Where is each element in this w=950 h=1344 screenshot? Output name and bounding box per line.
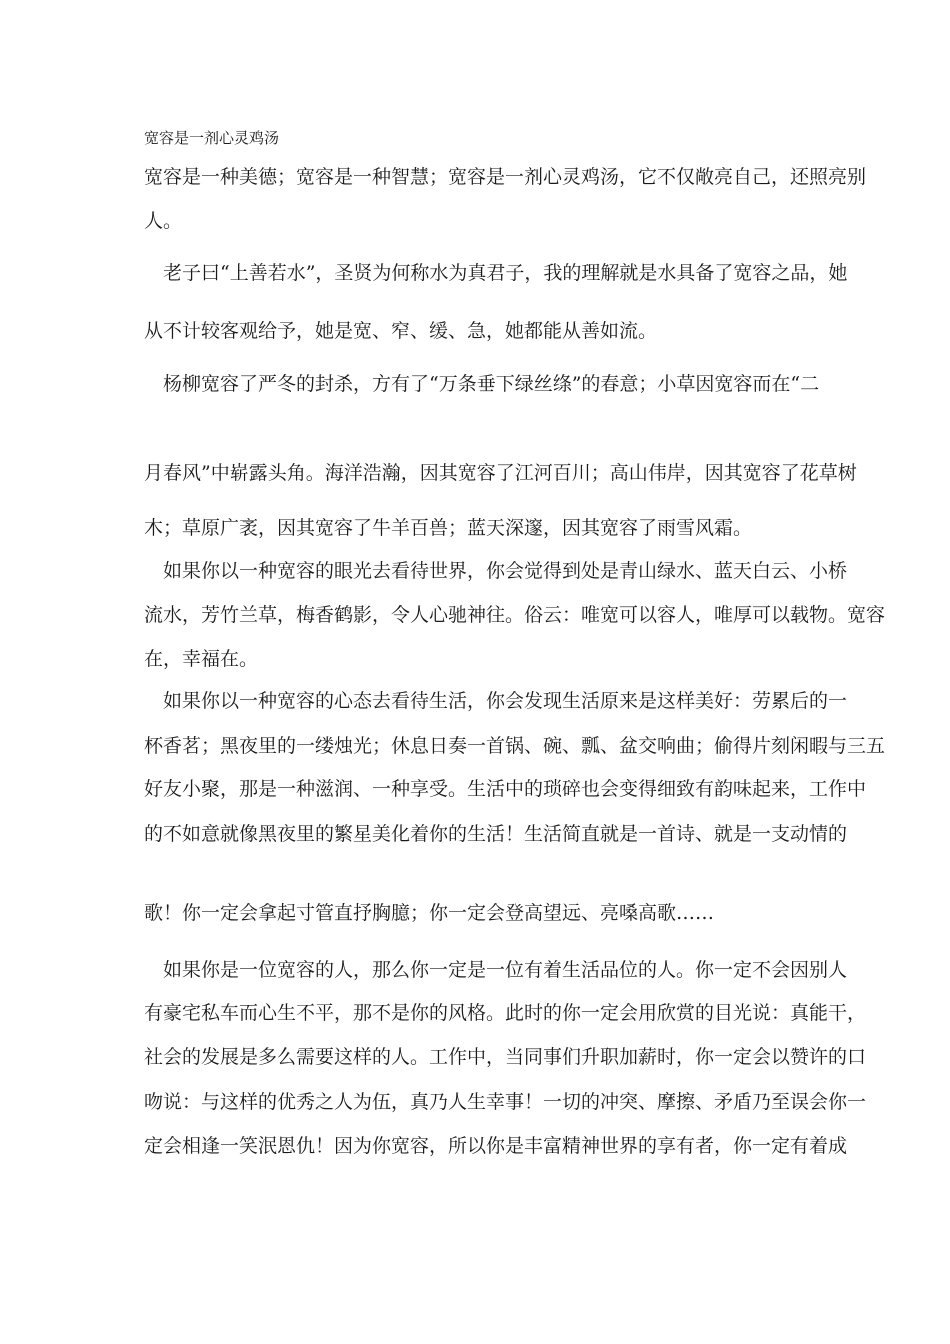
- text-line: 宽容是一种美德；宽容是一种智慧；宽容是一剂心灵鸡汤，它不仅敞亮自己，还照亮别: [144, 166, 867, 188]
- text-line: 在，幸福在。: [144, 648, 259, 670]
- text-line: 定会相逢一笑泯恩仇！因为你宽容，所以你是丰富精神世界的享有者，你一定有着成: [144, 1135, 848, 1157]
- text-line: 月春风”中崭露头角。海洋浩瀚，因其宽容了江河百川；高山伟岸，因其宽容了花草树: [144, 462, 857, 484]
- text-line: 好友小聚，那是一种滋润、一种享受。生活中的琐碎也会变得细致有韵味起来，工作中: [144, 778, 867, 800]
- text-line: 有豪宅私车而心生不平，那不是你的风格。此时的你一定会用欣赏的目光说：真能干，: [144, 1002, 867, 1024]
- text-line: 人。: [144, 210, 183, 232]
- text-line: 流水，芳竹兰草，梅香鹤影，令人心驰神往。俗云：唯宽可以容人，唯厚可以载物。宽容: [144, 604, 886, 626]
- text-line: 社会的发展是多么需要这样的人。工作中，当同事们升职加薪时，你一定会以赞许的口: [144, 1046, 867, 1068]
- text-line: 从不计较客观给予，她是宽、窄、缓、急，她都能从善如流。: [144, 320, 658, 342]
- text-line: 杨柳宽容了严冬的封杀，方有了“万条垂下绿丝绦”的春意；小草因宽容而在“二: [144, 373, 820, 395]
- text-line: 的不如意就像黑夜里的繁星美化着你的生活！生活简直就是一首诗、就是一支动情的: [144, 823, 848, 845]
- text-line: 吻说：与这样的优秀之人为伍，真乃人生幸事！一切的冲突、摩擦、矛盾乃至误会你一: [144, 1091, 867, 1113]
- text-line: 歌！你一定会拿起寸管直抒胸臆；你一定会登高望远、亮嗓高歌……: [144, 902, 715, 924]
- text-line: 杯香茗；黑夜里的一缕烛光；休息日奏一首锅、碗、瓢、盆交响曲；偷得片刻闲暇与三五: [144, 735, 886, 757]
- text-line: 如果你以一种宽容的眼光去看待世界，你会觉得到处是青山绿水、蓝天白云、小桥: [144, 560, 848, 582]
- document-title: 宽容是一剂心灵鸡汤: [144, 129, 280, 147]
- text-line: 木；草原广袤，因其宽容了牛羊百兽；蓝天深邃，因其宽容了雨雪风霜。: [144, 517, 753, 539]
- text-line: 老子曰“上善若水”，圣贤为何称水为真君子，我的理解就是水具备了宽容之品，她: [144, 262, 848, 284]
- text-line: 如果你以一种宽容的心态去看待生活，你会发现生活原来是这样美好：劳累后的一: [144, 690, 848, 712]
- text-line: 如果你是一位宽容的人，那么你一定是一位有着生活品位的人。你一定不会因别人: [144, 959, 848, 981]
